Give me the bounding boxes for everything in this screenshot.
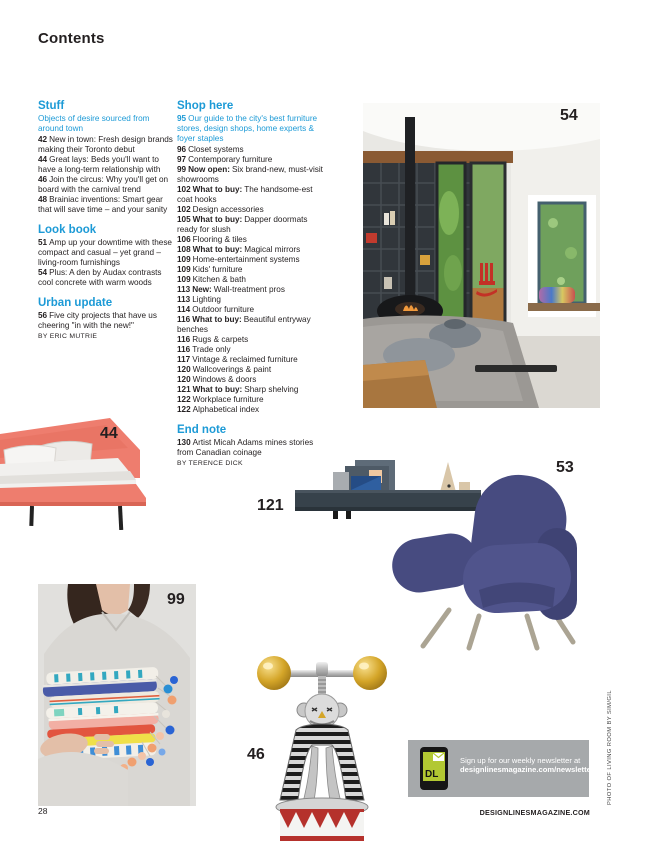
toc-entry: 109 Home-entertainment systems [177, 255, 300, 264]
end-note-entries [177, 438, 330, 458]
page-marker-living-room: 54 [560, 107, 578, 124]
toc-entry: 120 Windows & doors [177, 375, 257, 384]
page-title: Contents [38, 30, 105, 47]
section-heading-shop-here: Shop here [177, 100, 234, 112]
newsletter-url: designlinesmagazine.com/newsletter [460, 765, 594, 775]
toc-entry: 109 Kitchen & bath [177, 275, 246, 284]
page-marker-armchair: 53 [556, 459, 574, 476]
nutcracker-photo [252, 648, 392, 841]
toc-entry: 108 What to buy: Magical mirrors [177, 245, 301, 254]
dl-logo: DL [425, 769, 439, 780]
toc-entry: 116 Trade only [177, 345, 231, 354]
toc-entry: 46 Join the circus: Why you'll get on board with the carnival trend [38, 175, 169, 194]
toc-entry: 130 Artist Micah Adams mines stories from Canadian coinage [177, 438, 314, 457]
toc-entry: 113 New: Wall-treatment pros [177, 285, 285, 294]
newsletter-text: Sign up for our weekly newsletter at designlinesmagazine.com/newsletter [460, 755, 594, 775]
intro-text: Our guide to the city's best furniture stores, design shops, home experts & foyer staples [177, 114, 318, 143]
toc-entry: 114 Outdoor furniture [177, 305, 255, 314]
toc-entry: 116 Rugs & carpets [177, 335, 249, 344]
toc-entry: 99 Now open: Six brand-new, must-visit showrooms [177, 165, 323, 184]
section-intro-shop-here [177, 114, 330, 144]
nutcracker-illustration [252, 648, 392, 841]
toc-entry: 102 What to buy: The handsome-est coat hooks [177, 185, 313, 204]
toc-entry: 105 What to buy: Dapper doormats ready for slush [177, 215, 308, 234]
section-heading-urban-update: Urban update [38, 297, 113, 309]
toc-entry: 109 Kids' furniture [177, 265, 243, 274]
section-intro-stuff: Objects of desire sourced from around town [38, 114, 150, 133]
section-urban-update [38, 297, 175, 340]
armchair-photo [387, 470, 587, 652]
section-heading-end-note: End note [177, 424, 227, 436]
toc-entry: 117 Vintage & reclaimed furniture [177, 355, 298, 364]
toc-entry: 42 New in town: Fresh design brands making their Toronto debut [38, 135, 173, 154]
section-heading-look-book: Look book [38, 224, 97, 236]
newsletter-signup [408, 740, 594, 797]
phone-icon [420, 747, 448, 790]
living-room-photo [363, 103, 600, 408]
toc-entry: 113 Lighting [177, 295, 221, 304]
toc-entry: 56 Five city projects that have us cheering "in with the new!" [38, 311, 157, 330]
section-stuff [38, 100, 175, 215]
toc-entry: 97 Contemporary furniture [177, 155, 273, 164]
toc-entry: 122 Alphabetical index [177, 405, 260, 414]
window-seat-pillow [539, 287, 575, 303]
urban-update-entries [38, 311, 175, 331]
bed-illustration [0, 416, 150, 530]
toc-column-middle [177, 100, 330, 467]
page-marker-towels: 99 [167, 591, 185, 608]
stuff-entries [38, 135, 175, 215]
look-book-entries [38, 238, 175, 288]
byline-end-note: BY TERENCE DICK [177, 460, 243, 467]
armchair-illustration [387, 470, 587, 652]
folio-page-number: 28 [38, 806, 48, 816]
byline-urban-update: BY ERIC MUTRIE [38, 333, 98, 340]
toc-entry: 44 Great lays: Beds you'll want to have a long-term relationship with [38, 155, 161, 174]
toc-column-left [38, 100, 175, 340]
intro-page-number: 95 [177, 114, 187, 123]
page-marker-shelf: 121 [257, 497, 284, 514]
section-look-book [38, 224, 175, 288]
envelope-icon [433, 753, 444, 761]
shop-here-entries [177, 145, 330, 415]
toc-entry: 121 What to buy: Sharp shelving [177, 385, 299, 394]
page-marker-bed: 44 [100, 425, 118, 442]
toc-entry: 106 Flooring & tiles [177, 235, 247, 244]
section-shop-here [177, 100, 330, 415]
toc-entry: 122 Workplace furniture [177, 395, 264, 404]
phone-screen [423, 752, 445, 781]
toc-entry: 51 Amp up your downtime with these compact and casual – yet grand – living-room furnishings [38, 238, 172, 267]
toc-entry: 48 Brainiac inventions: Smart gear that will save time – and your sanity [38, 195, 168, 214]
page-marker-nutcracker: 46 [247, 746, 265, 763]
toc-entry: 120 Wallcoverings & paint [177, 365, 272, 374]
footer-website: DESIGNLINESMAGAZINE.COM [479, 808, 590, 817]
section-heading-stuff: Stuff [38, 100, 65, 112]
towels-photo [38, 584, 196, 806]
towels-illustration [38, 584, 196, 806]
photo-credit: PHOTO OF LIVING ROOM BY SIM/GIL [607, 690, 613, 805]
toc-entry: 54 Plus: A den by Audax contrasts cool concrete with warm woods [38, 268, 162, 287]
living-room-illustration [363, 103, 600, 408]
toc-entry: 102 Design accessories [177, 205, 264, 214]
toc-entry: 96 Closet systems [177, 145, 244, 154]
bed-photo [0, 416, 150, 530]
toc-entry: 116 What to buy: Beautiful entryway benches [177, 315, 311, 334]
